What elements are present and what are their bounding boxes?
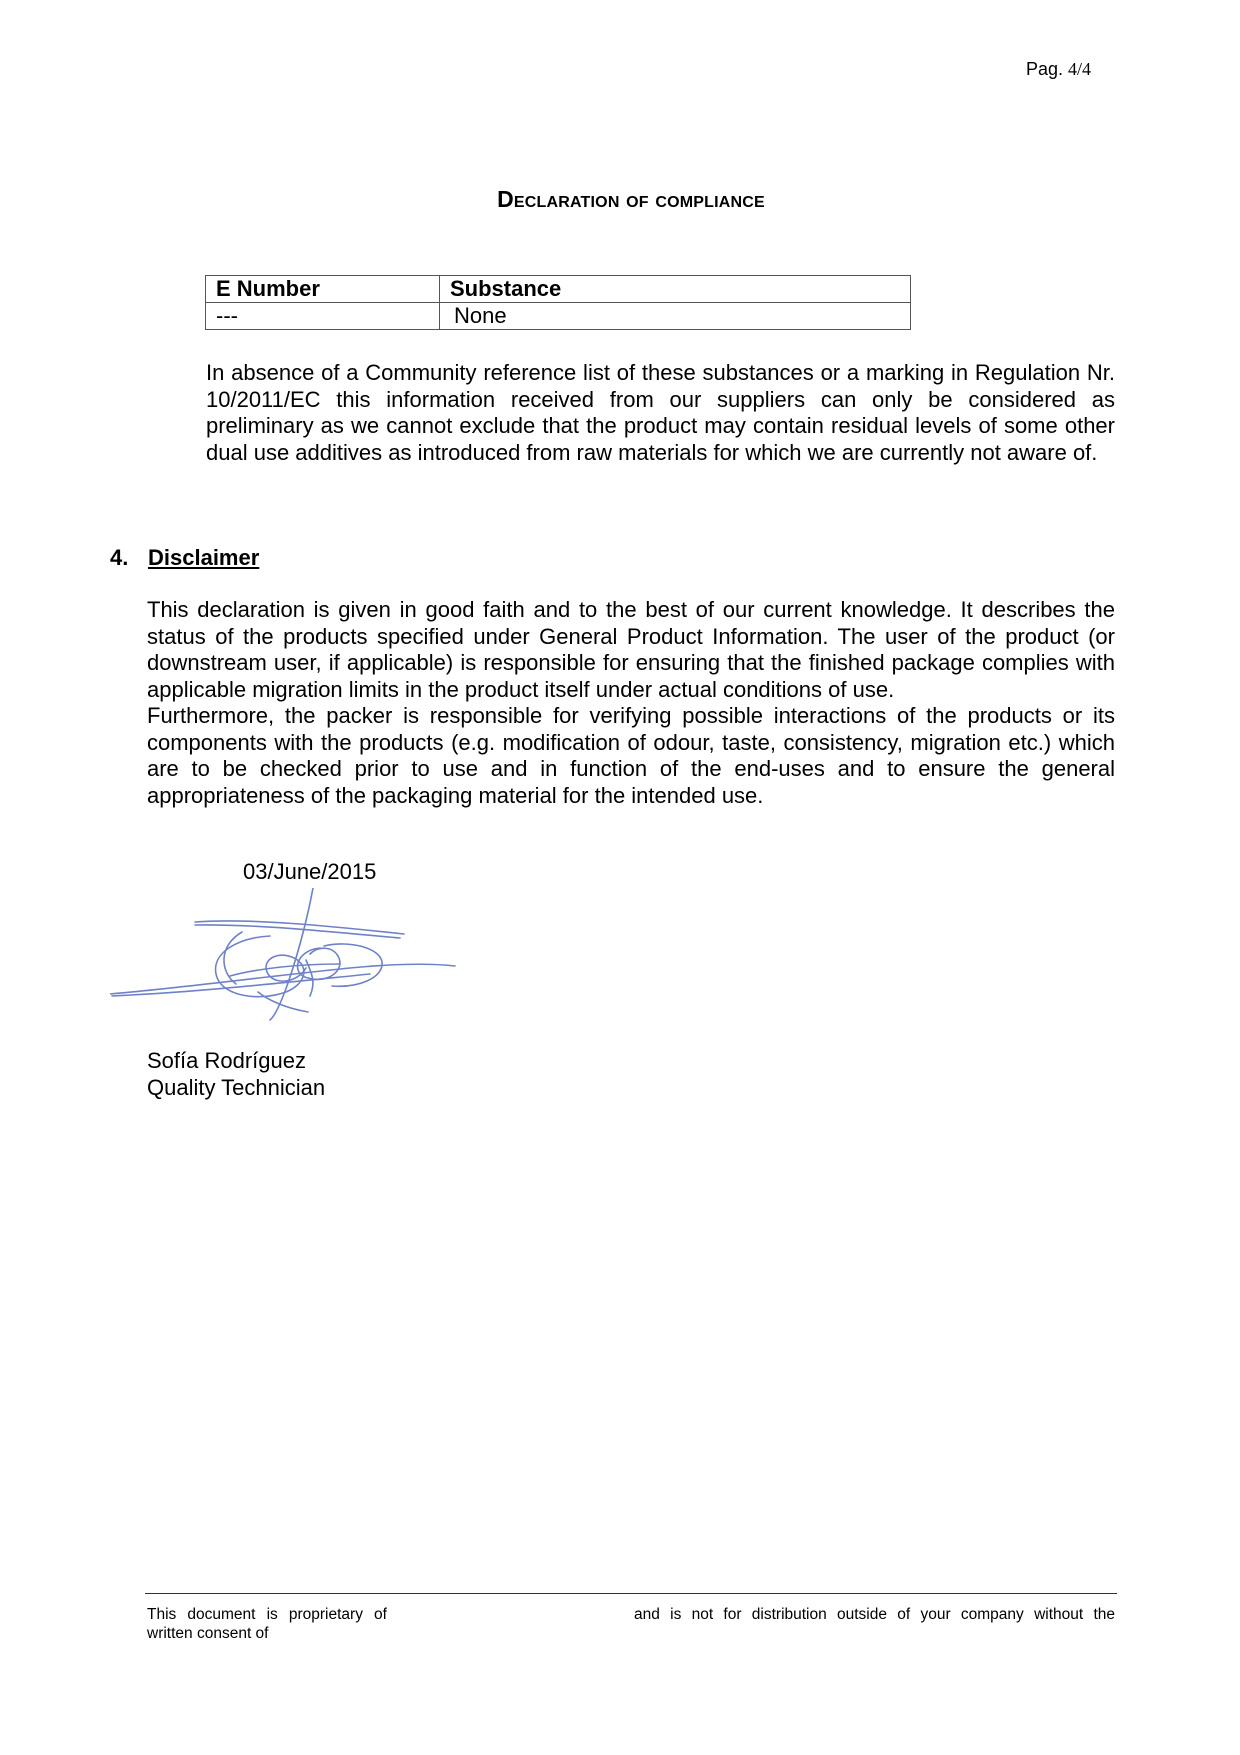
footer-divider — [145, 1593, 1117, 1594]
section-title: Disclaimer — [148, 545, 260, 570]
signer-block — [147, 1048, 325, 1101]
disclaimer-paragraph-1: This declaration is given in good faith and to the best of our current knowledge. It describes the status of the products specified under General Product Information. The user of the product (or downstream user, if applicable) is responsible for ensuring that the finished package complies with applicable migration limits in the product itself under actual conditions of use. — [147, 597, 1115, 702]
disclaimer-heading — [110, 545, 259, 571]
column-header-substance: Substance — [440, 276, 911, 303]
page-number-label: Pag. — [1026, 59, 1064, 79]
section-number: 4. — [110, 545, 129, 570]
signature-date: 03/June/2015 — [243, 859, 377, 884]
substance-table — [205, 275, 911, 330]
cell-e-number: --- — [206, 303, 440, 330]
document-title: Declaration of compliance — [497, 186, 765, 212]
signer-title: Quality Technician — [147, 1074, 326, 1100]
footer-right-text: and is not for distribution outside of your company without the — [634, 1606, 1115, 1623]
column-header-e-number: E Number — [206, 276, 440, 303]
table-row — [206, 303, 911, 330]
page-number-value: 4/4 — [1068, 59, 1092, 79]
cell-substance: None — [440, 303, 911, 330]
disclaimer-paragraph-2: Furthermore, the packer is responsible for verifying possible interactions of the products or its components with the products (e.g. modification of odour, taste, consistency, migration etc.) which are to be checked prior to use and in function of the end-uses and to ensure the general appropriateness of the packaging material for the intended use. — [147, 703, 1115, 808]
signer-name: Sofía Rodríguez — [147, 1048, 306, 1073]
handwritten-signature — [110, 888, 460, 1023]
table-header-row — [206, 276, 911, 303]
absence-paragraph: In absence of a Community reference list of these substances or a marking in Regulation Nr. 10/2011/EC this information received from our suppliers can only be considered as preliminary as we cannot exclude that the product may contain residual levels of some other dual use additives as introduced from raw materials for which we are currently not aware of. — [206, 360, 1115, 465]
footer-left-text: This document is proprietary of written consent of — [147, 1606, 387, 1642]
page-number — [1026, 59, 1091, 80]
disclaimer-body — [147, 597, 1115, 809]
